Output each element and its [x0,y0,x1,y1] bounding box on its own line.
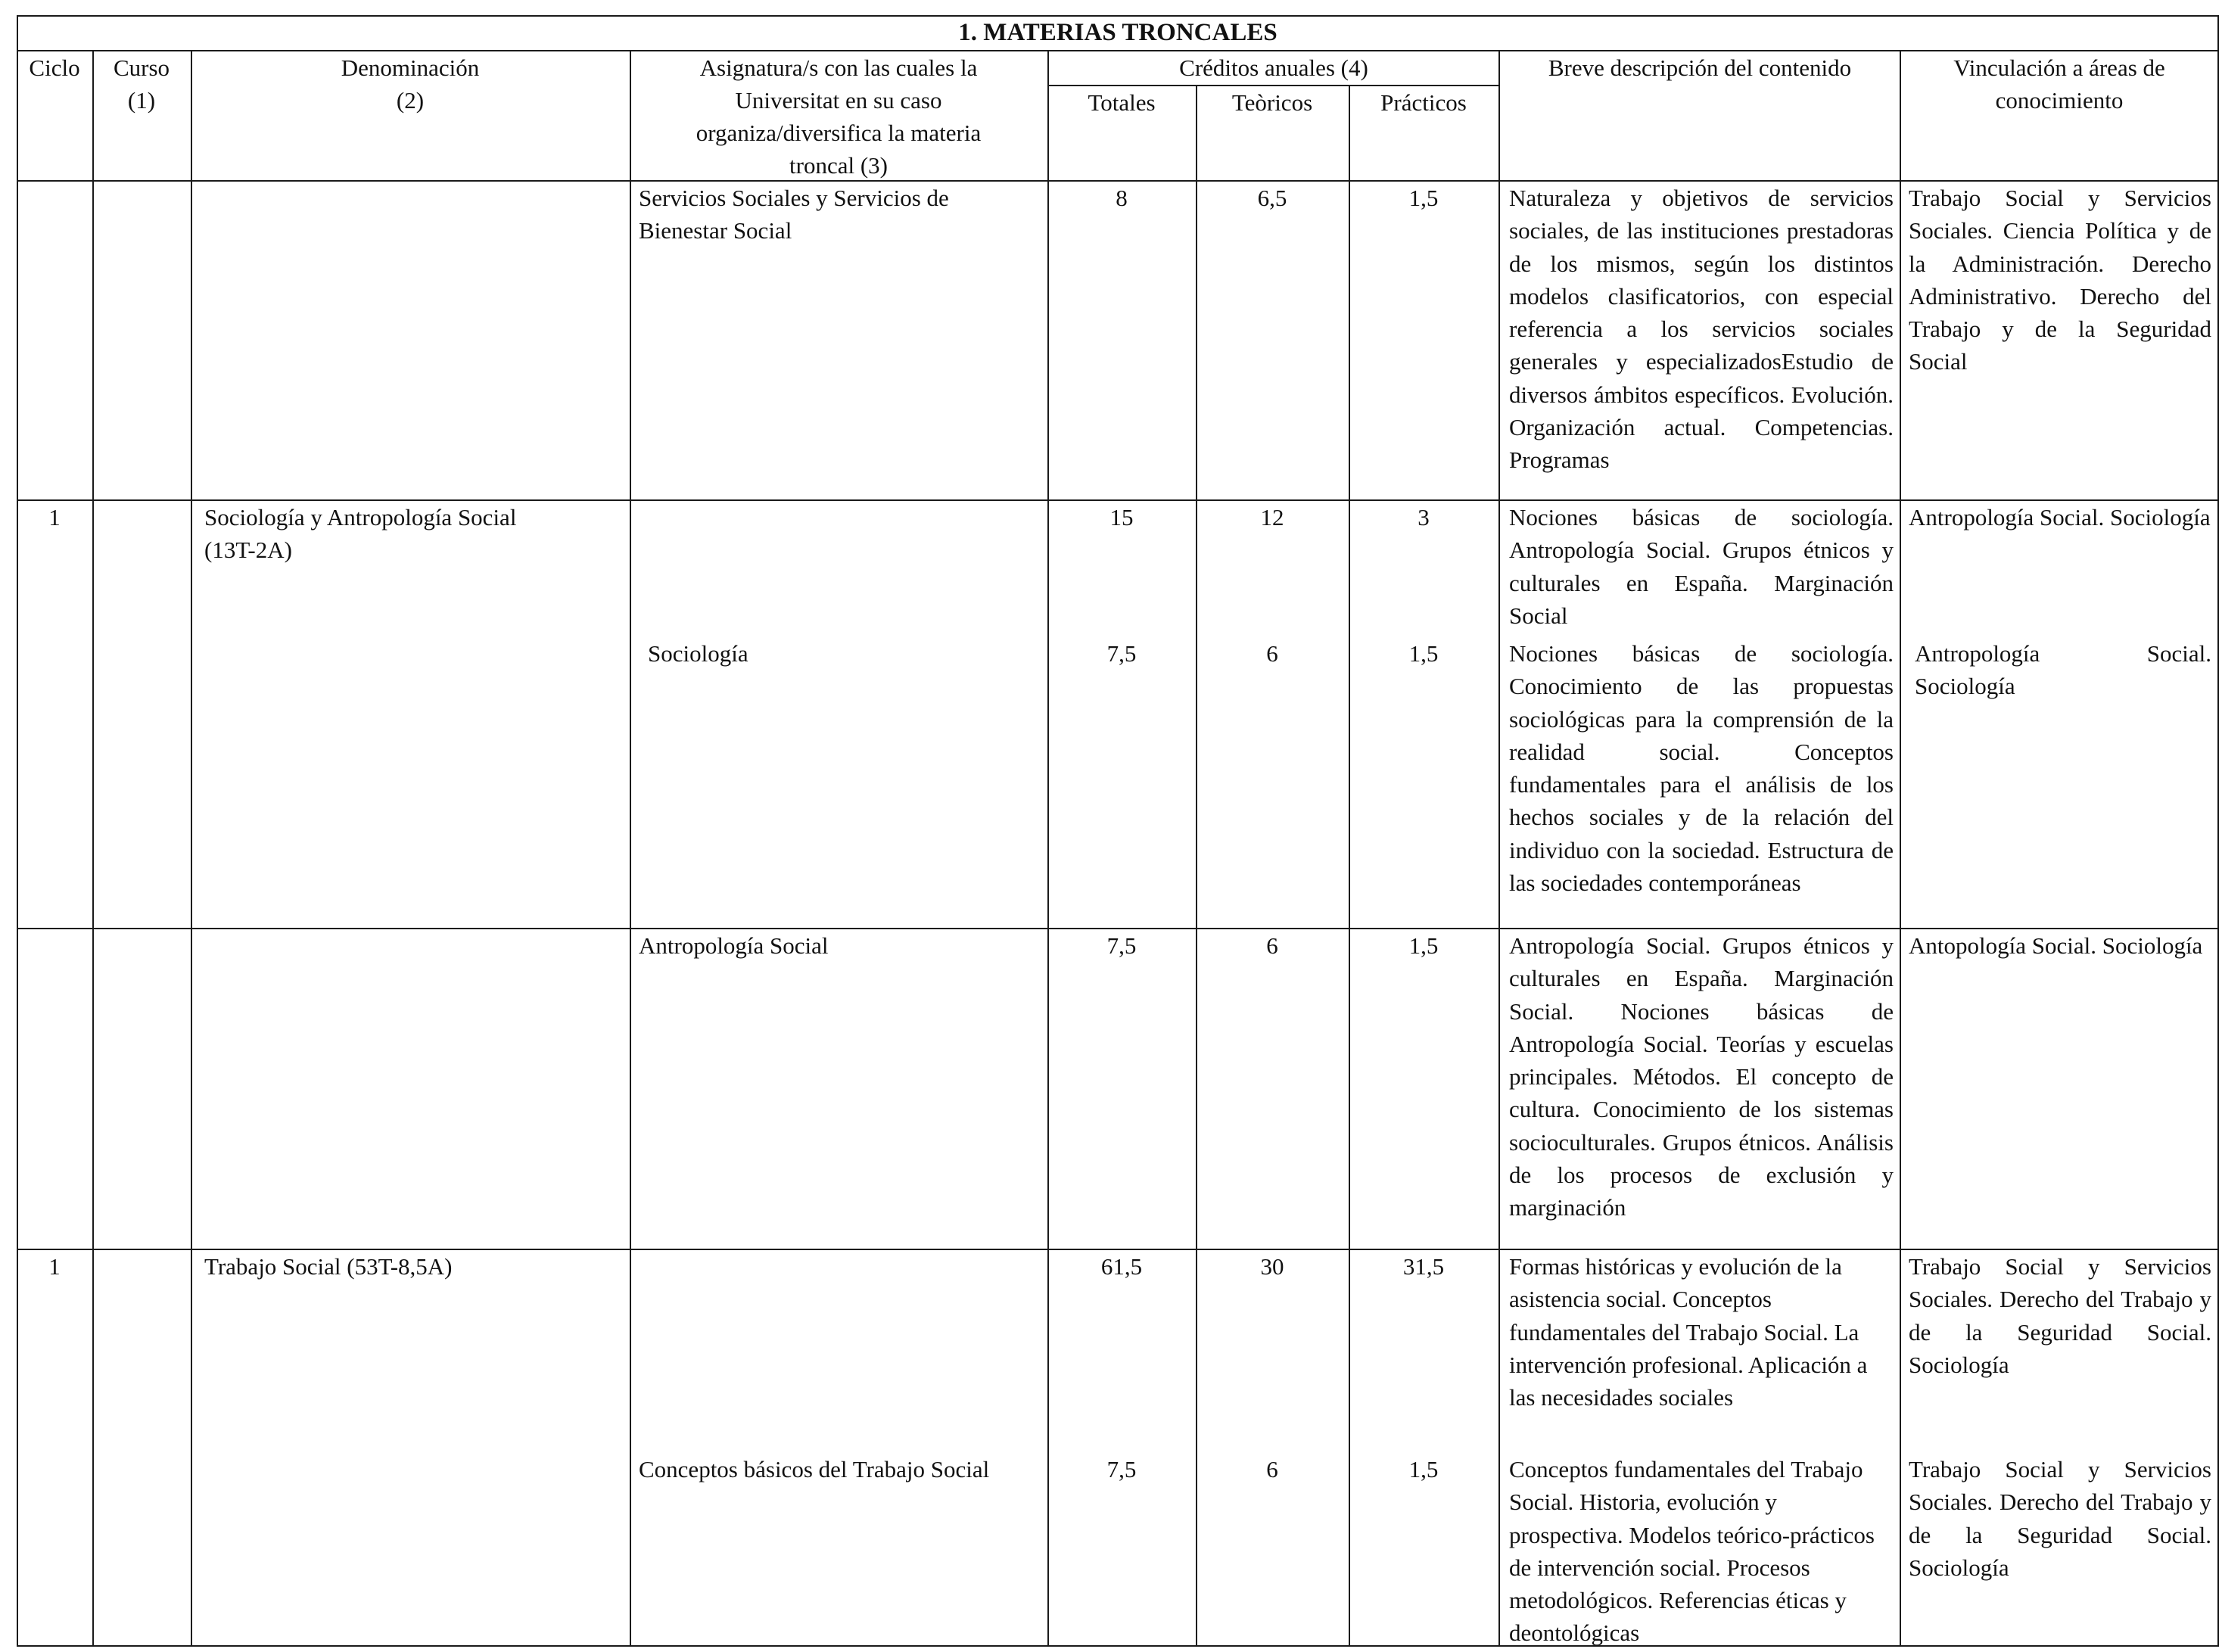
teoricos-cell: 30 [1260,1253,1284,1280]
teoricos-cell: 6 [1266,932,1278,959]
asignatura-cell-line2: Bienestar Social [639,217,792,244]
col-divider-asignatura [1047,50,1049,1647]
vinculacion-cell: Antopología Social. Sociología [1909,932,2203,959]
vinculacion-cell: Trabajo Social y Servicios Sociales. Ciencia Política y de la Administración. Derecho Administrativo. Derecho del Trabajo y de la Seguridad Social [1909,185,2211,375]
header-asignatura-line: Asignatura/s con las cuales la [699,54,978,81]
sub-vinculacion-cell: Trabajo Social y Servicios Sociales. Derecho del Trabajo y de la Seguridad Social. Sociología [1909,1456,2211,1581]
header-descripcion: Breve descripción del contenido [1548,54,1852,81]
header-ciclo: Ciclo [29,54,80,81]
col-divider-ciclo [92,50,94,1647]
header-denominacion-note: (2) [396,87,425,114]
header-vinculacion: Vinculación a áreas de [1953,54,2165,81]
col-divider-curso [191,50,192,1647]
vinculacion-cell: Antropología Social. Sociología [1909,504,2211,530]
practicos-cell: 1,5 [1408,185,1439,211]
ciclo-cell: 1 [48,1253,61,1280]
asignatura-cell: Servicios Sociales y Servicios de [639,185,949,211]
col-divider-totales [1196,85,1197,1647]
header-teoricos: Teòricos [1231,89,1313,116]
denominacion-cell: Trabajo Social (53T-8,5A) [204,1253,453,1280]
denominacion-cell: Sociología y Antropología Social [204,504,517,530]
descripcion-cell: Naturaleza y objetivos de servicios sociales, de las instituciones prestadoras de los mismos, según los distintos modelos clasificatorios, con especial referencia a los servicios sociales generales y especializadosEstudio de diversos ámbitos específicos. Evolución. Organización actual. Competencias. Programas [1509,185,1894,474]
totales-cell: 15 [1109,504,1134,530]
sub-descripcion-cell: Nociones básicas de sociología. Conocimiento de las propuestas sociológicas para la comprensión de la realidad social. Conceptos fundamentales para el análisis de los hechos sociales y de la relación del individuo con la sociedad. Estructura de las sociedades contemporáneas [1509,640,1894,897]
table-title: 1. MATERIAS TRONCALES [958,19,1277,46]
descripcion-cell: Nociones básicas de sociología. Antropología Social. Grupos étnicos y culturales en España. Marginación Social [1509,504,1894,629]
header-denominacion: Denominación [341,54,480,81]
descripcion-cell: Formas históricas y evolución de la asistencia social. Conceptos fundamentales del Trabajo Social. La intervención profesional. Aplicación a las necesidades sociales [1509,1253,1868,1411]
teoricos-cell: 6,5 [1257,185,1287,211]
totales-cell: 7,5 [1106,932,1137,959]
denominacion-cell-line2: (13T-2A) [204,537,292,563]
col-divider-descripcion [1900,50,1901,1647]
sub-vinculacion-cell: Antropología Social. Sociología [1915,640,2211,700]
sub-teoricos-cell: 6 [1266,640,1278,667]
header-practicos: Prácticos [1380,89,1467,116]
sub-totales-cell: 7,5 [1106,1456,1137,1482]
sub-practicos-cell: 1,5 [1408,640,1439,667]
vinculacion-cell: Trabajo Social y Servicios Sociales. Derecho del Trabajo y de la Seguridad Social. Sociología [1909,1253,2211,1378]
header-asignatura-line: troncal (3) [789,152,888,179]
ciclo-cell: 1 [48,504,61,530]
sub-practicos-cell: 1,5 [1408,1456,1439,1482]
sub-asignatura-cell: Conceptos básicos del Trabajo Social [639,1456,990,1482]
col-divider-teoricos [1349,85,1350,1647]
table-border-right [2217,15,2219,1647]
practicos-cell: 1,5 [1408,932,1439,959]
sub-totales-cell: 7,5 [1106,640,1137,667]
asignatura-cell: Antropología Social [639,932,829,959]
document-page [17,15,2219,1647]
sub-teoricos-cell: 6 [1266,1456,1278,1482]
sub-descripcion-cell: Conceptos fundamentales del Trabajo Social. Historia, evolución y prospectiva. Modelos teórico-prácticos de intervención social. Procesos metodológicos. Referencias éticas y deontológicas [1509,1456,1875,1647]
header-vinculacion-line2: conocimiento [1995,87,2124,114]
header-curso-note: (1) [127,87,156,114]
table-border-left [17,15,18,1647]
descripcion-cell: Antropología Social. Grupos étnicos y culturales en España. Marginación Social. Nociones básicas de Antropología Social. Teorías y escuelas principales. Métodos. El concepto de cultura. Conocimiento de los sistemas socioculturales. Grupos étnicos. Análisis de los procesos de exclusión y marginación [1509,932,1894,1221]
practicos-cell: 3 [1418,504,1430,530]
header-creditos: Créditos anuales (4) [1179,54,1368,81]
header-curso: Curso [113,54,170,81]
header-asignatura-line: organiza/diversifica la materia [696,120,982,146]
col-divider-denominacion [630,50,631,1647]
totales-cell: 61,5 [1100,1253,1143,1280]
sub-asignatura-cell: Sociología [648,640,748,667]
teoricos-cell: 12 [1260,504,1284,530]
header-totales: Totales [1088,89,1156,116]
header-asignatura-line: Universitat en su caso [735,87,942,114]
practicos-cell: 31,5 [1402,1253,1445,1280]
col-divider-creditos [1498,50,1500,1647]
totales-cell: 8 [1116,185,1128,211]
